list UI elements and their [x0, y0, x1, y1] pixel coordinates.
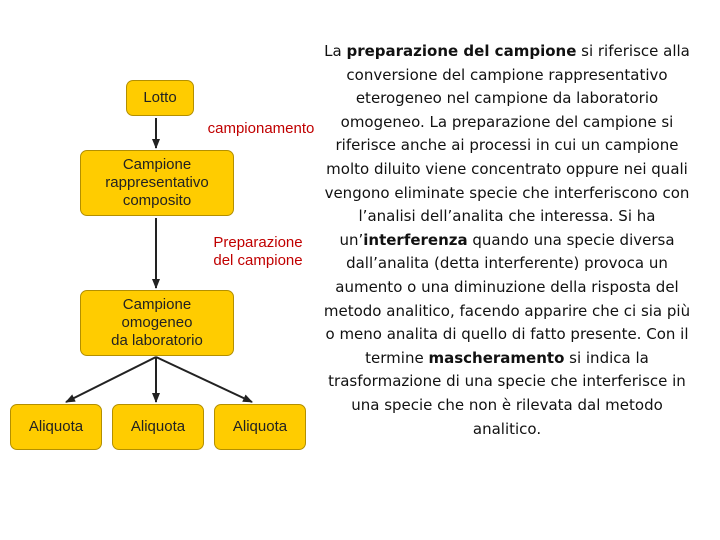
term-interferenza: interferenza: [363, 230, 468, 249]
node-aliquota-2: Aliquota: [112, 404, 204, 450]
term-preparazione: preparazione del campione: [346, 42, 577, 60]
label-preparazione: Preparazione del campione: [213, 234, 303, 269]
description-paragraph: [318, 40, 696, 441]
node-campione-rappresentativo: Campione rappresentativo composito: [80, 150, 234, 216]
paragraph-text: si riferisce alla conversione del campione rappresentativo eterogeneo nel campione da laboratorio omogeneo. La preparazione del campione si riferisce anche ai processi in cui un campione molto diluito viene concentrato oppure nei quali vengono eliminate specie che interferiscono con l’analisi dell’analita che interessa. Si ha un’: [324, 42, 690, 249]
paragraph-text: quando una specie diversa dall’analita (detta interferente) provoca un aumento o una diminuzione della risposta del metodo analitico, facendo apparire che ci sia più o meno analita di quello di fatto presente. Con il termine: [323, 230, 691, 367]
node-aliquota-3: Aliquota: [214, 404, 306, 450]
node-lotto: Lotto: [126, 80, 194, 116]
term-mascheramento: mascheramento: [428, 348, 565, 367]
node-aliquota-1: Aliquota: [10, 404, 102, 450]
paragraph-text: La: [324, 42, 347, 60]
label-campionamento: campionamento: [207, 120, 315, 137]
arrow-to-aliquota-3: [156, 357, 252, 402]
paragraph-text: si indica la trasformazione di una specie che interferisce in una specie che non è rilevata dal metodo analitico.: [328, 348, 686, 438]
arrow-to-aliquota-1: [66, 357, 156, 402]
node-campione-omogeneo: Campione omogeneo da laboratorio: [80, 290, 234, 356]
